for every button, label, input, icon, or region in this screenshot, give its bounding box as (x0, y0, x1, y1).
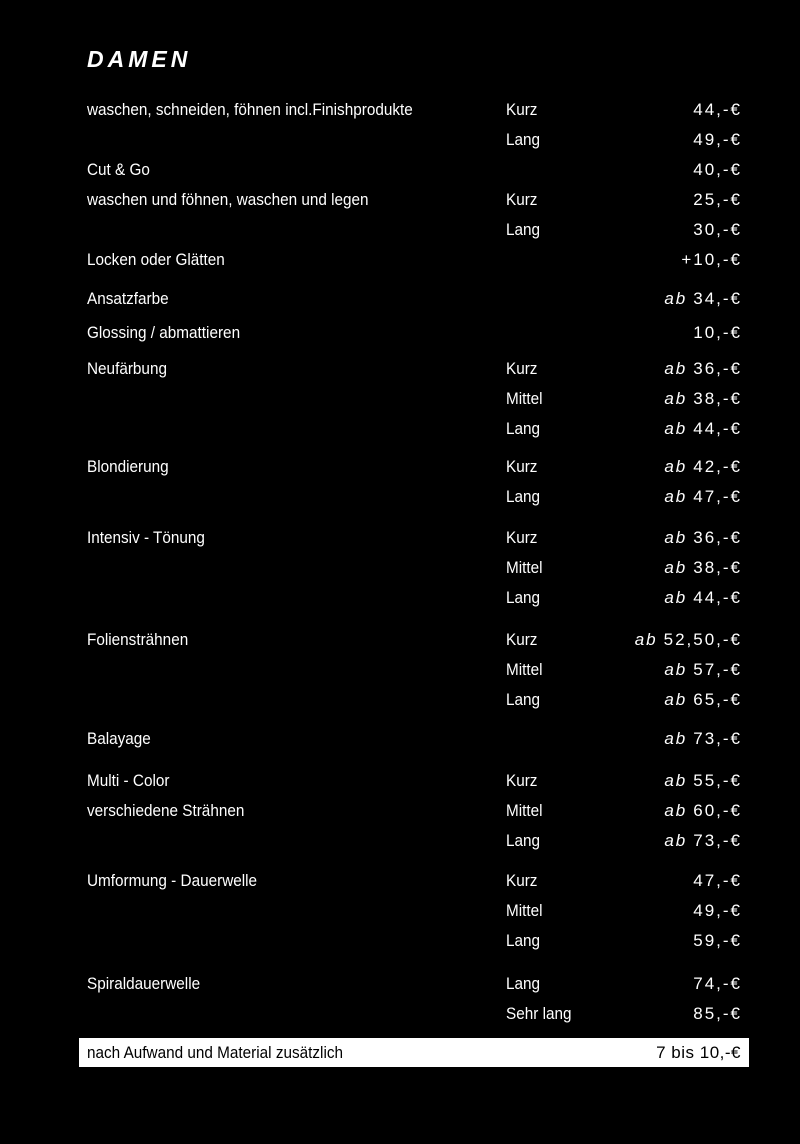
price (664, 417, 742, 441)
price-row (0, 218, 800, 242)
service-name: Glossing / abmattieren (87, 323, 241, 342)
price (635, 628, 742, 652)
price-amount: 47,-€ (693, 487, 742, 506)
hair-length: Lang (506, 487, 541, 506)
price (693, 128, 742, 152)
footer-note (79, 1038, 749, 1067)
price-amount: 34,-€ (693, 289, 742, 308)
price-row (0, 929, 800, 953)
price-prefix: ab (664, 558, 688, 577)
price-row (0, 485, 800, 509)
price (664, 799, 742, 823)
price-prefix: ab (664, 690, 688, 709)
service-name: Ansatzfarbe (87, 289, 169, 308)
service-name: Balayage (87, 729, 151, 748)
price (693, 929, 742, 953)
service-name: verschiedene Strähnen (87, 801, 245, 820)
service-name: Cut & Go (87, 160, 150, 179)
hair-length: Mittel (506, 558, 543, 577)
price-prefix: ab (664, 801, 688, 820)
price-prefix: ab (664, 289, 688, 308)
price (664, 769, 742, 793)
price (664, 829, 742, 853)
price-amount: 49,-€ (693, 130, 742, 149)
price (664, 455, 742, 479)
price (693, 972, 742, 996)
price-prefix: ab (664, 389, 688, 408)
hair-length: Mittel (506, 801, 543, 820)
price-amount: 57,-€ (693, 660, 742, 679)
price (681, 248, 742, 272)
service-name: Umformung - Dauerwelle (87, 871, 258, 890)
price-prefix: ab (664, 359, 688, 378)
price-amount: 85,-€ (693, 1004, 742, 1023)
hair-length: Kurz (506, 359, 538, 378)
price-amount: 40,-€ (693, 160, 742, 179)
price-row (0, 287, 800, 311)
footer-note-text: nach Aufwand und Material zusätzlich (87, 1043, 344, 1062)
price-row (0, 727, 800, 751)
price-amount: 38,-€ (693, 558, 742, 577)
hair-length: Kurz (506, 630, 538, 649)
price-row (0, 248, 800, 272)
service-name: Multi - Color (87, 771, 170, 790)
price-prefix: ab (664, 831, 688, 850)
price-row (0, 321, 800, 345)
price-row (0, 128, 800, 152)
hair-length: Kurz (506, 190, 538, 209)
hair-length: Lang (506, 130, 541, 149)
price-prefix: ab (664, 588, 688, 607)
price-amount: 55,-€ (693, 771, 742, 790)
service-name: Neufärbung (87, 359, 167, 378)
price-row (0, 799, 800, 823)
footer-note-price: 7 bis 10,-€ (656, 1043, 741, 1062)
price-amount: 60,-€ (693, 801, 742, 820)
price-row (0, 586, 800, 610)
price (664, 658, 742, 682)
price-row (0, 899, 800, 923)
hair-length: Kurz (506, 100, 538, 119)
hair-length: Lang (506, 974, 541, 993)
service-name: waschen, schneiden, föhnen incl.Finishprodukte (87, 100, 413, 119)
price-row (0, 526, 800, 550)
price-amount: 30,-€ (693, 220, 742, 239)
hair-length: Mittel (506, 901, 543, 920)
price (693, 188, 742, 212)
price-amount: 44,-€ (693, 419, 742, 438)
price-row (0, 98, 800, 122)
price (664, 287, 742, 311)
price-amount: 73,-€ (693, 729, 742, 748)
price-prefix: ab (664, 457, 688, 476)
price-row (0, 387, 800, 411)
price-amount: 38,-€ (693, 389, 742, 408)
price (664, 586, 742, 610)
hair-length: Lang (506, 588, 541, 607)
price-amount: 42,-€ (693, 457, 742, 476)
service-name: waschen und föhnen, waschen und legen (87, 190, 369, 209)
service-name: Foliensträhnen (87, 630, 189, 649)
price-row (0, 1002, 800, 1026)
price-prefix: ab (664, 771, 688, 790)
price-row (0, 556, 800, 580)
hair-length: Lang (506, 220, 541, 239)
price-amount: 49,-€ (693, 901, 742, 920)
price-row (0, 972, 800, 996)
price-prefix: ab (664, 528, 688, 547)
service-name: Blondierung (87, 457, 169, 476)
price-amount: 44,-€ (693, 100, 742, 119)
price-amount: 65,-€ (693, 690, 742, 709)
price-amount: 52,50,-€ (663, 630, 742, 649)
price (664, 485, 742, 509)
price (693, 899, 742, 923)
page-title: DAMEN (87, 46, 192, 72)
service-name: Locken oder Glätten (87, 250, 225, 269)
hair-length: Lang (506, 690, 541, 709)
price-amount: 10,-€ (693, 323, 742, 342)
price (693, 321, 742, 345)
hair-length: Lang (506, 931, 541, 950)
hair-length: Lang (506, 419, 541, 438)
price-amount: 36,-€ (693, 359, 742, 378)
price (664, 387, 742, 411)
price-amount: +10,-€ (681, 250, 742, 269)
hair-length: Kurz (506, 457, 538, 476)
price (664, 556, 742, 580)
price-row (0, 628, 800, 652)
price-prefix: ab (664, 660, 688, 679)
price (693, 158, 742, 182)
price-prefix: ab (664, 487, 688, 506)
price (693, 218, 742, 242)
price-amount: 25,-€ (693, 190, 742, 209)
price-amount: 59,-€ (693, 931, 742, 950)
price (664, 727, 742, 751)
price-row (0, 417, 800, 441)
price-row (0, 829, 800, 853)
price-prefix: ab (664, 419, 688, 438)
price-row (0, 869, 800, 893)
price-row (0, 188, 800, 212)
hair-length: Kurz (506, 871, 538, 890)
price-row (0, 357, 800, 381)
price-row (0, 769, 800, 793)
price-amount: 44,-€ (693, 588, 742, 607)
price (693, 869, 742, 893)
service-name: Spiraldauerwelle (87, 974, 201, 993)
hair-length: Sehr lang (506, 1004, 572, 1023)
price (664, 688, 742, 712)
price-row (0, 455, 800, 479)
hair-length: Kurz (506, 528, 538, 547)
price-row (0, 158, 800, 182)
hair-length: Lang (506, 831, 541, 850)
price-row (0, 688, 800, 712)
service-name: Intensiv - Tönung (87, 528, 205, 547)
price (664, 357, 742, 381)
price-prefix: ab (634, 630, 658, 649)
hair-length: Mittel (506, 389, 543, 408)
price-row (0, 658, 800, 682)
hair-length: Kurz (506, 771, 538, 790)
hair-length: Mittel (506, 660, 543, 679)
price-amount: 74,-€ (693, 974, 742, 993)
price-amount: 47,-€ (693, 871, 742, 890)
price-amount: 36,-€ (693, 528, 742, 547)
price (693, 1002, 742, 1026)
price (664, 526, 742, 550)
price-amount: 73,-€ (693, 831, 742, 850)
price-prefix: ab (664, 729, 688, 748)
price (693, 98, 742, 122)
